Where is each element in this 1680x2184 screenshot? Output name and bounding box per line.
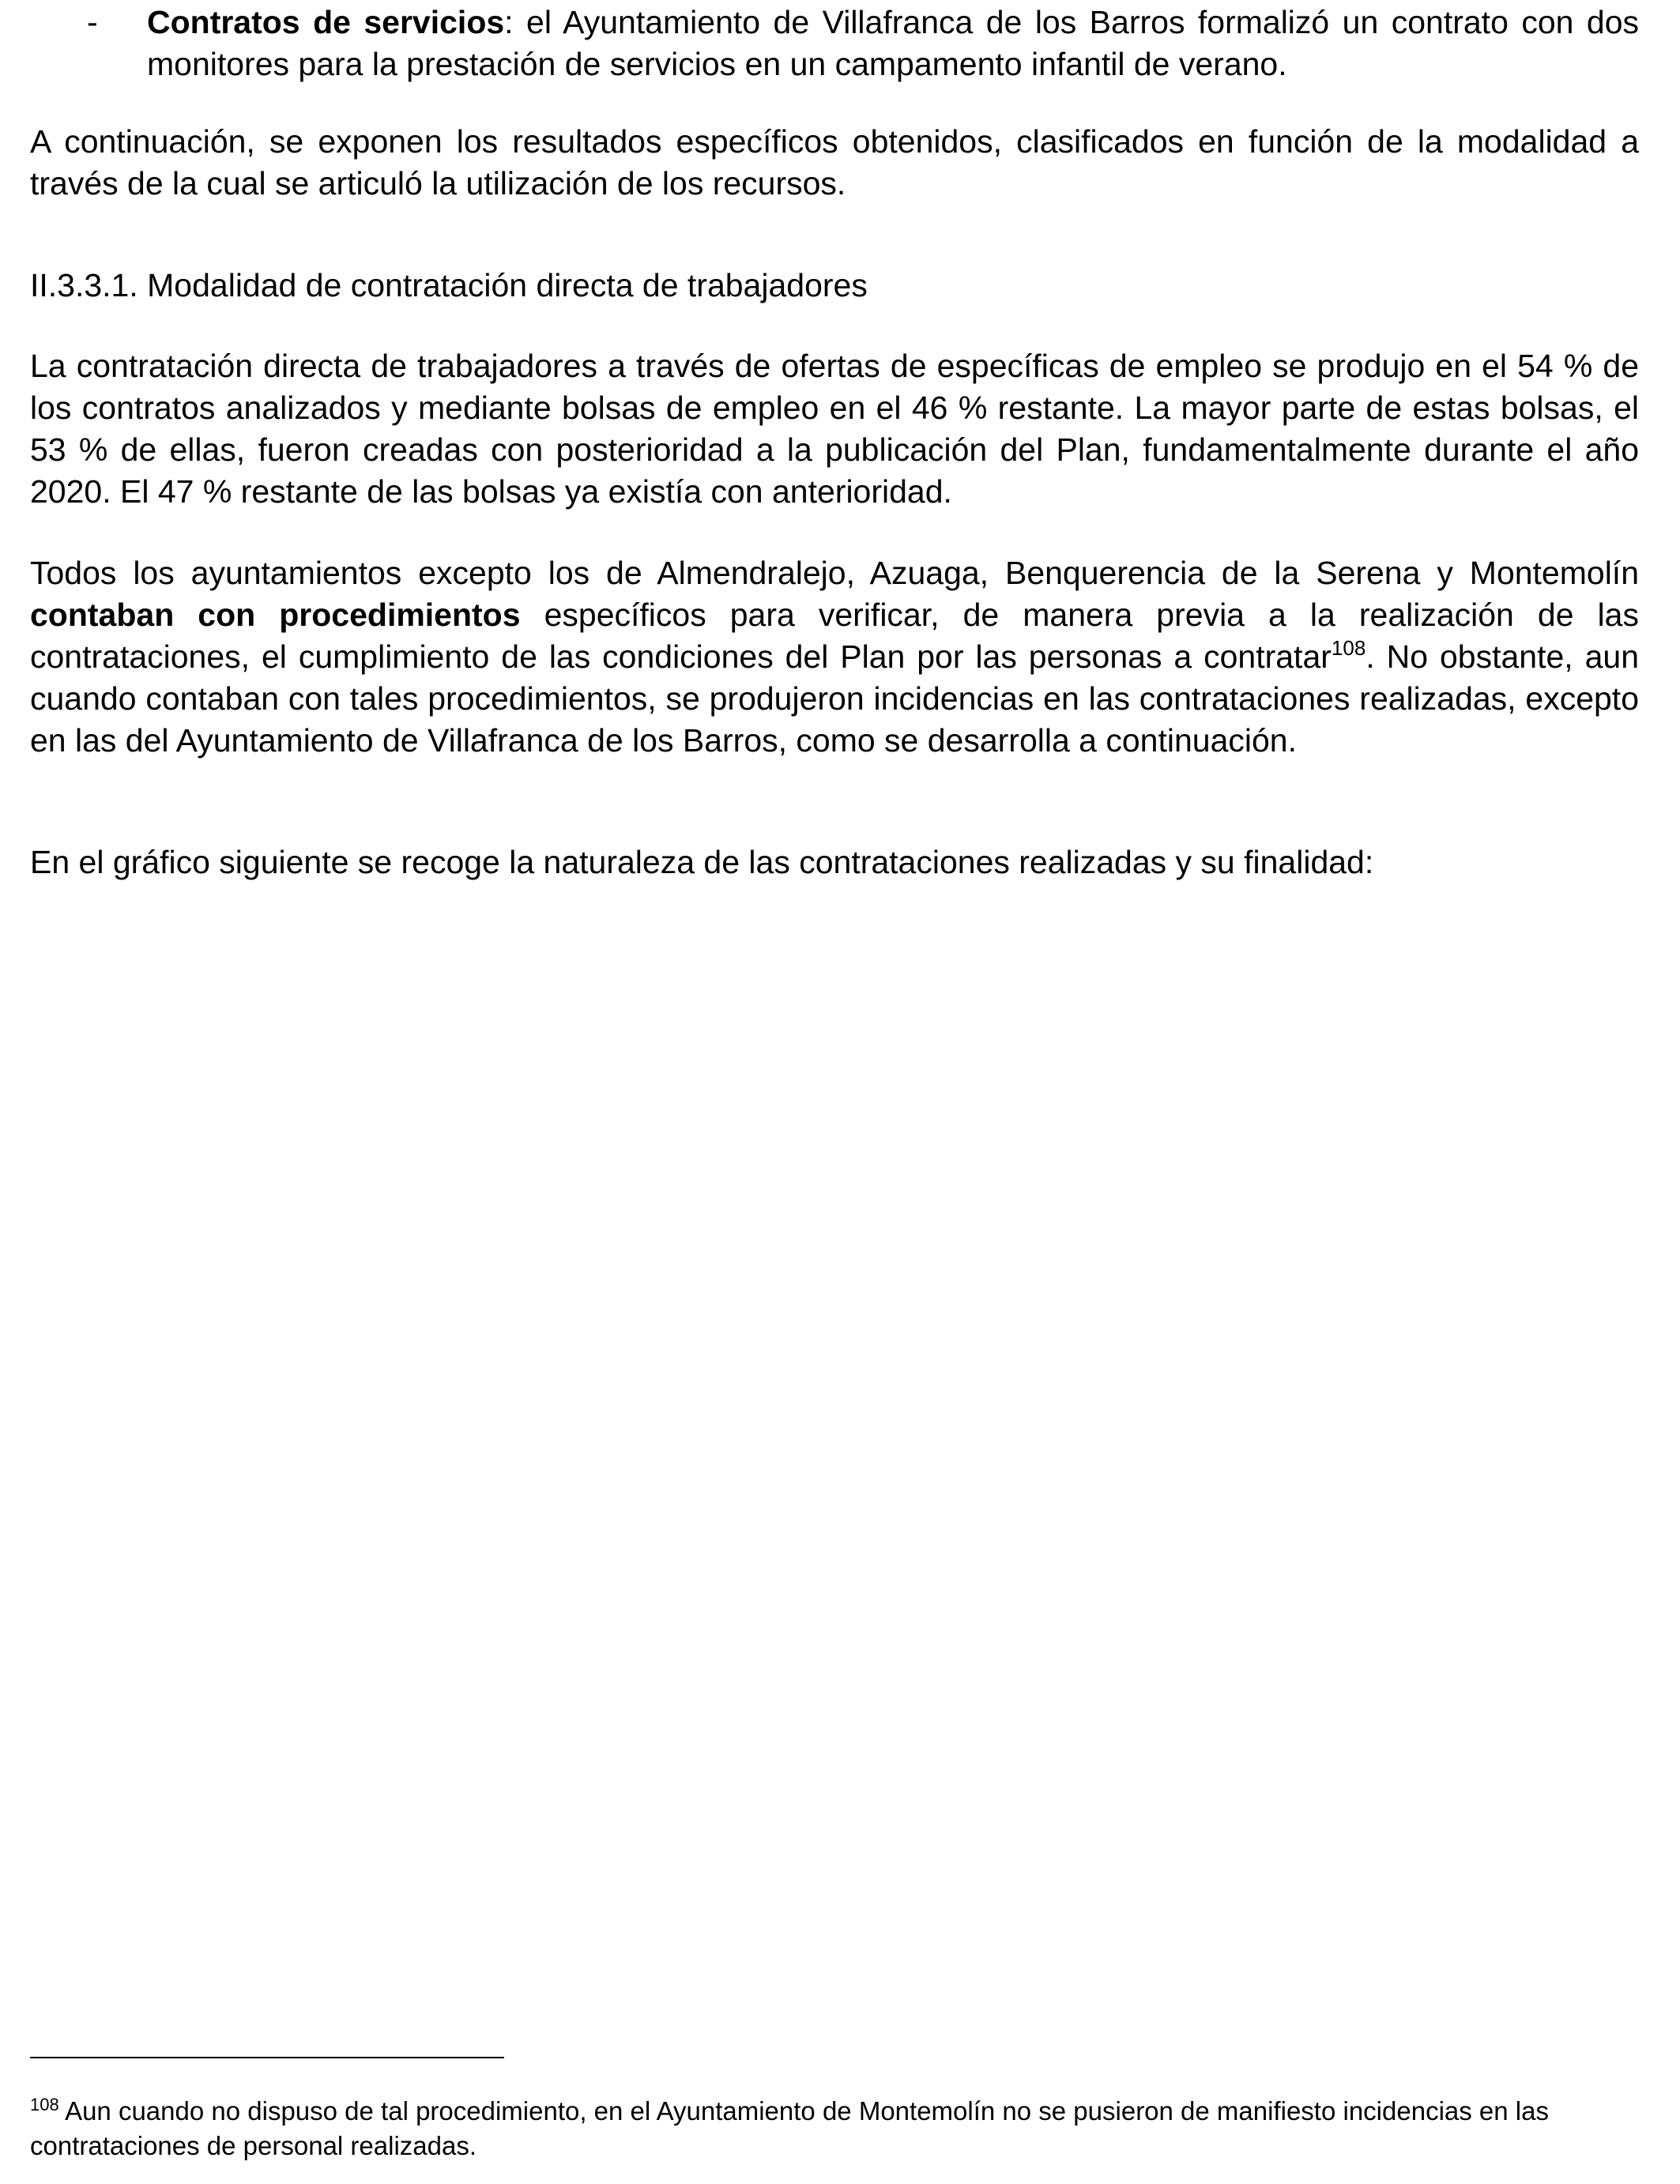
paragraph-contracts: La contratación directa de trabajadores a través de ofertas de específicas de empleo se produjo en el 54 % de los contratos analizados y mediante bolsas de empleo en el 46 % restante. La mayor parte de estas bolsas, el 53 % de ellas, fueron creadas con posterioridad a la publicación del Plan, fundamentalmente durante el año 2020. El 47 % restante de las bolsas ya existía con anterioridad. (30, 348, 1639, 510)
procedures-text-middle: específicos para verificar, de manera previa a la realización de las contrataciones, el cumplimiento de las condiciones del Plan por las personas a contratar (30, 597, 1639, 675)
footnote-number: 108 (30, 2095, 59, 2114)
procedures-bold: contaban con procedimientos (30, 597, 521, 633)
footnote-reference[interactable]: 108 (1331, 636, 1366, 660)
paragraph-chart-intro: En el gráfico siguiente se recoge la naturaleza de las contrataciones realizadas y su finalidad: (30, 844, 1374, 880)
footnote-text: Aun cuando no dispuso de tal procedimiento, en el Ayuntamiento de Montemolín no se pusieron de manifiesto incidencias en las contrataciones de personal realizadas. (30, 2096, 1549, 2160)
procedures-text-after: . No obstante, aun cuando contaban con tales procedimientos, se produjeron incidencias en las contrataciones realizadas, excepto en las del Ayuntamiento de Villafranca de los Barros, como se desarrolla a continuación. (30, 638, 1639, 759)
paragraph-intro: A continuación, se exponen los resultados específicos obtenidos, clasificados en función de la modalidad a través de la cual se articuló la utilización de los recursos. (30, 123, 1639, 201)
bullet-bold-lead: Contratos de servicios (147, 4, 505, 40)
bullet-body (147, 2, 1639, 85)
bullet-text: : el Ayuntamiento de Villafranca de los Barros formalizó un contrato con dos monitores para la prestación de servicios en un campamento infantil de verano. (147, 4, 1640, 82)
procedures-text-before: Todos los ayuntamientos excepto los de Almendralejo, Azuaga, Benquerencia de la Serena y Montemolín (30, 555, 1639, 591)
footnote-separator (30, 2057, 504, 2058)
bullet-item-service-contracts (30, 2, 1639, 85)
section-heading: II.3.3.1. Modalidad de contratación directa de trabajadores (30, 267, 868, 303)
footnote (30, 2094, 1639, 2163)
bullet-dash: - (87, 4, 98, 40)
paragraph-procedures (30, 552, 1639, 762)
